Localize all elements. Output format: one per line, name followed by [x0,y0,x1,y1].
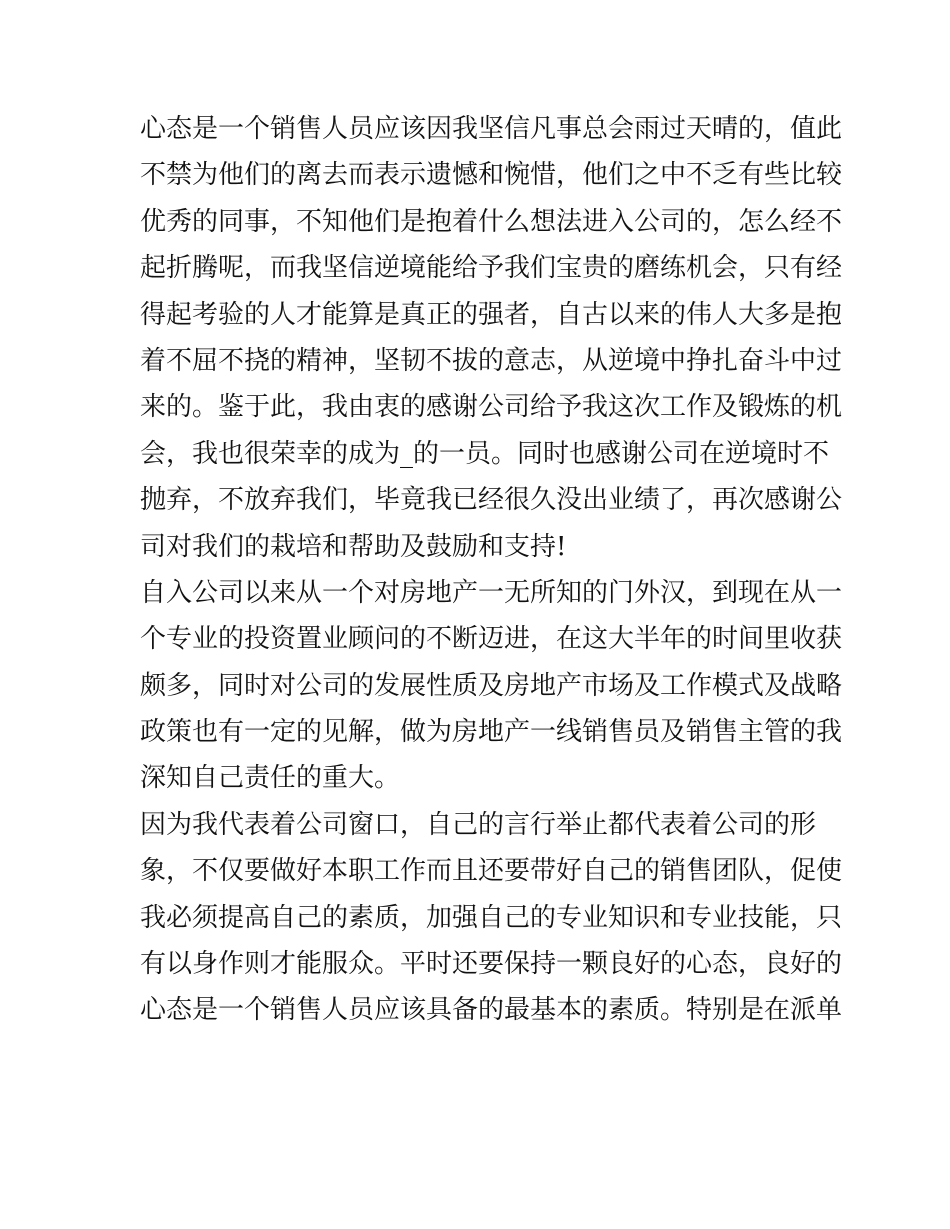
text-line: 政策也有一定的见解，做为房地产一线销售员及销售主管的我 [140,717,843,748]
text-line: 来的。鉴于此，我由衷的感谢公司给予我这次工作及锻炼的机 [140,392,843,423]
text-line: 抛弃，不放弃我们，毕竟我已经很久没出业绩了，再次感谢公 [140,485,843,516]
text-line: 心态是一个销售人员应该因我坚信凡事总会雨过天晴的，值此 [140,114,843,144]
text-line: 着不屈不挠的精神，坚韧不拔的意志，从逆境中挣扎奋斗中过 [140,345,843,376]
text-line: 心态是一个销售人员应该具备的最基本的素质。特别是在派单 [140,995,843,1026]
text-line: 得起考验的人才能算是真正的强者，自古以来的伟人大多是抱 [140,299,843,330]
text-line: 不禁为他们的离去而表示遗憾和惋惜，他们之中不乏有些比较 [140,160,843,191]
text-line: 颇多，同时对公司的发展性质及房地产市场及工作模式及战略 [140,670,843,701]
body-text [140,106,843,1034]
text-line: 会，我也很荣幸的成为_的一员。同时也感谢公司在逆境时不 [140,438,830,469]
text-line: 起折腾呢，而我坚信逆境能给予我们宝贵的磨练机会，只有经 [140,253,843,284]
text-line: 个专业的投资置业顾问的不断迈进，在这大半年的时间里收获 [140,624,843,655]
text-line: 深知自己责任的重大。 [140,763,401,794]
text-line: 司对我们的栽培和帮助及鼓励和支持! [140,531,567,562]
text-line: 优秀的同事，不知他们是抱着什么想法进入公司的，怎么经不 [140,206,843,237]
text-line: 我必须提高自己的素质，加强自己的专业知识和专业技能，只 [140,902,843,933]
text-line: 象，不仅要做好本职工作而且还要带好自己的销售团队，促使 [140,856,843,887]
text-line: 有以身作则才能服众。平时还要保持一颗良好的心态，良好的 [140,949,843,980]
text-line: 自入公司以来从一个对房地产一无所知的门外汉，到现在从一 [140,577,843,608]
text-line: 因为我代表着公司窗口，自己的言行举止都代表着公司的形 [140,809,817,840]
